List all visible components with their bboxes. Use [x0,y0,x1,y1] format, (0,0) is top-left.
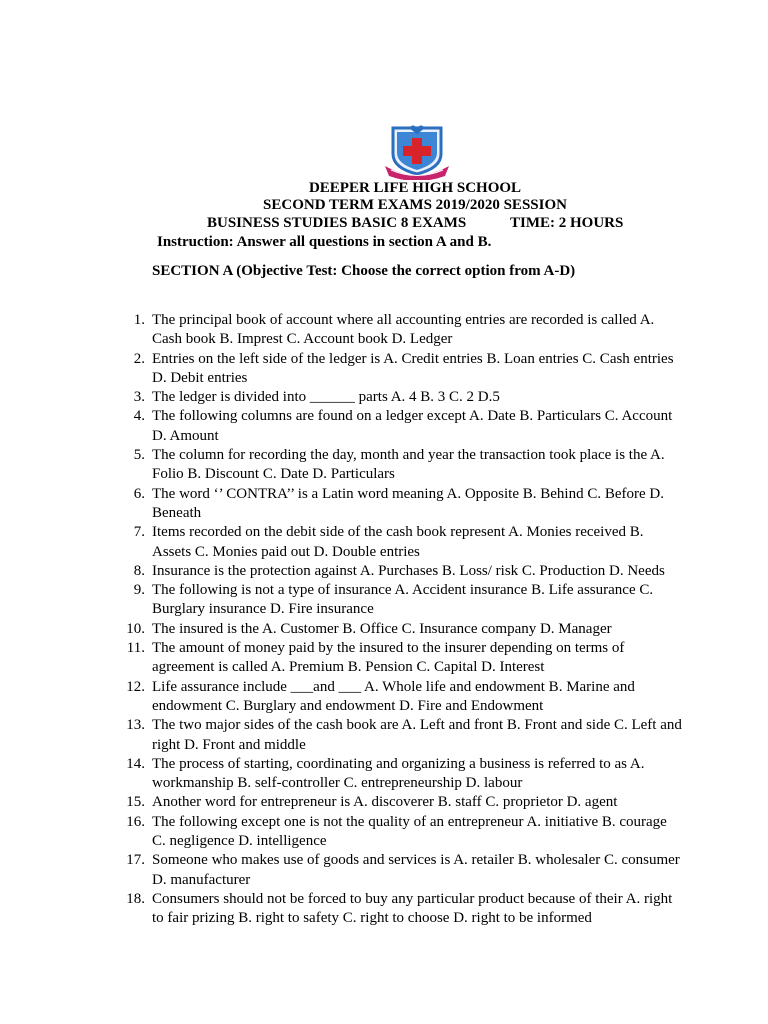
question-text: Entries on the left side of the ledger is A. Credit entries B. Loan entries C. Cash entries D. Debit entries [152,350,674,386]
question-number: 18. [126,890,145,907]
exam-instruction: Instruction: Answer all questions in section A and B. [157,234,492,250]
question-number: 12. [126,678,145,695]
question-item [0,890,682,929]
question-item [0,388,682,407]
question-item [0,311,682,350]
school-crest-icon [383,124,451,180]
exam-time: TIME: 2 HOURS [510,215,624,231]
question-item [0,485,682,524]
exam-title: SECOND TERM EXAMS 2019/2020 SESSION [263,197,567,213]
school-name: DEEPER LIFE HIGH SCHOOL [308,180,522,196]
question-text: The ledger is divided into ______ parts A. 4 B. 3 C. 2 D.5 [152,389,500,406]
question-text: Consumers should not be forced to buy any particular product because of their A. right to fair prizing B. right to safety C. right to choose D. right to be informed [152,890,673,927]
exam-subject: BUSINESS STUDIES BASIC 8 EXAMS [207,215,467,231]
question-number: 11. [126,640,145,657]
question-item [0,716,682,755]
question-item [0,350,682,389]
question-number: 10. [126,620,145,637]
question-item [0,620,682,639]
question-text: The following columns are found on a ledger except A. Date B. Particulars C. Account D. Amount [152,408,673,444]
question-text: Someone who makes use of goods and services is A. retailer B. wholesaler C. consumer D. manufacturer [152,852,680,888]
question-text: The process of starting, coordinating and organizing a business is referred to as A. workmanship B. self-controller C. entrepreneurship D. labour [152,755,645,792]
question-number: 7. [133,524,145,541]
question-item [0,581,682,620]
question-text: Life assurance include ___and ___ A. Whole life and endowment B. Marine and endowment C. Burglary and endowment D. Fire and Endowment [152,678,635,714]
question-text: The column for recording the day, month and year the transaction took place is the A. Folio B. Discount C. Date D. Particulars [152,447,665,483]
question-text: Items recorded on the debit side of the cash book represent A. Monies received B. Assets C. Monies paid out D. Double entries [152,524,644,560]
question-list [0,311,768,929]
question-item [0,755,682,794]
question-item [0,446,682,485]
question-item [0,851,682,890]
question-number: 14. [126,755,145,772]
question-number: 2. [133,350,145,367]
question-number: 5. [133,447,145,464]
question-item [0,793,682,812]
question-item [0,813,682,852]
section-a-heading: SECTION A (Objective Test: Choose the correct option from A-D) [152,263,576,279]
question-number: 9. [133,582,145,599]
question-text: The following is not a type of insurance A. Accident insurance B. Life assurance C. Burglary insurance D. Fire insurance [152,582,654,618]
question-number: 3. [133,389,145,406]
question-item [0,639,682,678]
question-number: 13. [126,717,145,734]
question-text: The insured is the A. Customer B. Office C. Insurance company D. Manager [152,620,612,637]
question-text: Insurance is the protection against A. Purchases B. Loss/ risk C. Production D. Needs [152,562,665,579]
question-number: 16. [126,813,145,830]
question-text: The following except one is not the quality of an entrepreneur A. initiative B. courage C. negligence D. intelligence [152,813,667,850]
question-text: The principal book of account where all accounting entries are recorded is called A. Cash book B. Imprest C. Account book D. Ledger [152,312,655,348]
question-text: The amount of money paid by the insured to the insurer depending on terms of agreement is called A. Premium B. Pension C. Capital D. Interest [152,640,625,676]
question-number: 6. [133,485,145,502]
question-number: 15. [126,794,145,811]
question-text: The word ‘’ CONTRA’’ is a Latin word meaning A. Opposite B. Behind C. Before D. Beneath [152,485,664,521]
question-item [0,678,682,717]
question-number: 8. [133,562,145,579]
question-number: 17. [126,852,145,869]
question-item [0,562,682,581]
question-number: 4. [133,408,145,425]
question-text: The two major sides of the cash book are A. Left and front B. Front and side C. Left and right D. Front and middle [152,717,682,753]
question-item [0,407,682,446]
question-number: 1. [133,312,145,328]
question-text: Another word for entrepreneur is A. discoverer B. staff C. proprietor D. agent [152,794,618,811]
question-item [0,523,682,562]
